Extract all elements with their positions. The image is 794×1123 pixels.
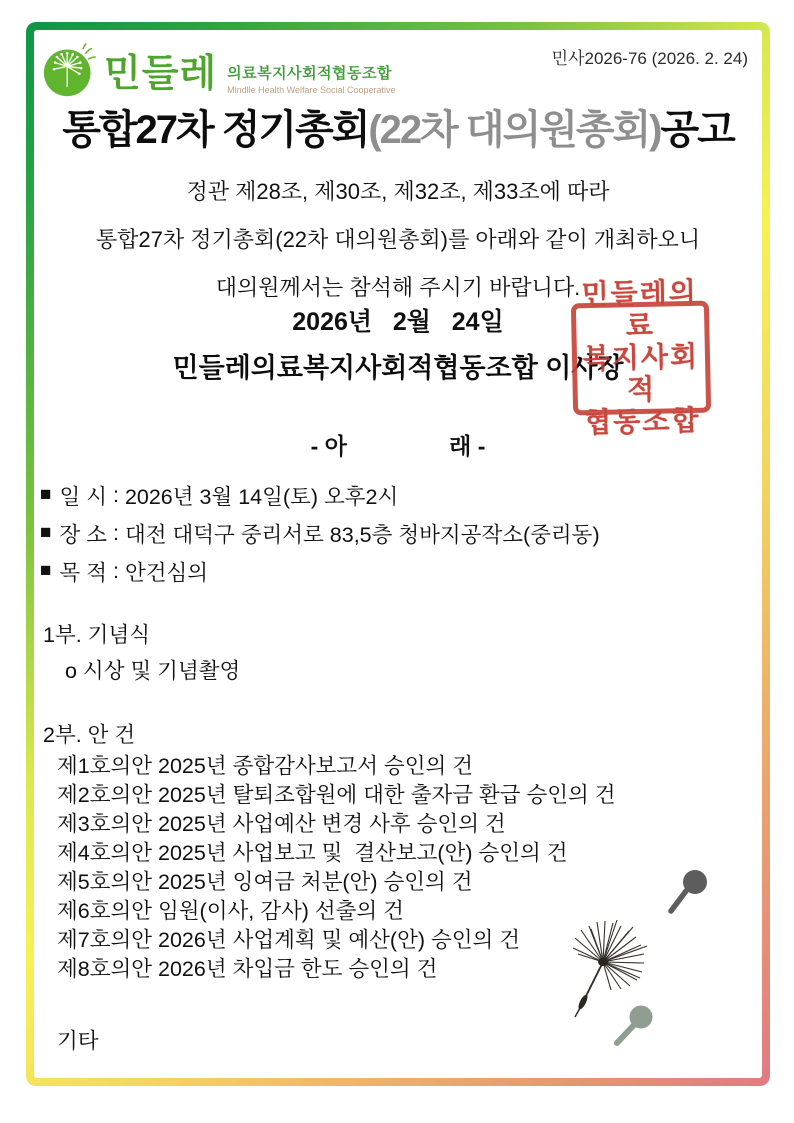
- detail-value: 2026년 3월 14일(토) 오후2시: [124, 484, 399, 509]
- logo-name: 민들레: [104, 52, 218, 95]
- detail-value: 안건심의: [124, 560, 209, 585]
- agenda-item: 제8호의안 2026년 차입금 한도 승인의 건: [57, 957, 438, 981]
- announcement-date: 2026년 2월 24일: [292, 308, 504, 336]
- intro-line: 통합27차 정기총회(22차 대의원총회)를 아래와 같이 개최하오니: [95, 227, 701, 252]
- dandelion-logo-icon: [42, 42, 98, 105]
- intro-line: 대의원께서는 참석해 주시기 바랍니다.: [215, 275, 581, 300]
- logo-subtitle-english: Mindlle Health Welfare Social Cooperative: [227, 85, 396, 95]
- square-bullet-icon: ■: [40, 484, 52, 505]
- agenda-item: 제5호의안 2025년 잉여금 처분(안) 승인의 건: [57, 870, 473, 894]
- seal-stamp: [571, 276, 711, 439]
- seal-stamp-line: 민들레의료: [581, 276, 699, 342]
- seed-pin-dark: [671, 870, 707, 911]
- seal-stamp-line: 협동조합: [583, 405, 701, 439]
- agenda-item: 제3호의안 2025년 사업예산 변경 사후 승인의 건: [57, 812, 506, 836]
- detail-label: 목 적: [59, 560, 107, 585]
- etc-label: 기타: [57, 1029, 99, 1053]
- document-reference-number: 민사2026-76 (2026. 2. 24): [551, 49, 748, 68]
- detail-value: 대전 대덕구 중리서로 83,5층 청바지공작소(중리동): [124, 522, 600, 547]
- detail-row-datetime: [40, 476, 600, 514]
- logo-subtitle-korean: 의료복지사회적협동조합: [227, 65, 393, 82]
- detail-row-purpose: [40, 552, 600, 590]
- seal-stamp-line: 복지사회적: [582, 340, 700, 406]
- meeting-details: [40, 476, 600, 590]
- below-divider-label: - 아 래 -: [310, 433, 486, 459]
- agenda-item: 제4호의안 2025년 사업보고 및 결산보고(안) 승인의 건: [57, 841, 568, 865]
- agenda-item: 제1호의안 2025년 종합감사보고서 승인의 건: [57, 754, 473, 778]
- notice-page: [34, 30, 762, 1078]
- part1-heading: 1부. 기념식: [43, 623, 150, 647]
- page-title-suffix: 공고: [660, 108, 734, 152]
- dandelion-seeds-illustration: [545, 850, 745, 1085]
- agenda-item: 제6호의안 임원(이사, 감사) 선출의 건: [57, 899, 404, 923]
- part1-item: o 시상 및 기념촬영: [65, 659, 241, 683]
- detail-separator: :: [107, 520, 125, 545]
- agenda-item: 제7호의안 2026년 사업계획 및 예산(안) 승인의 건: [57, 928, 521, 952]
- intro-line: 정관 제28조, 제30조, 제32조, 제33조에 따라: [186, 179, 610, 204]
- agenda-list: [57, 752, 616, 984]
- seed-awn: [575, 958, 608, 1017]
- detail-label: 장 소: [59, 522, 107, 547]
- logo-subtitle: [227, 62, 395, 95]
- seed-pin-sage: [617, 1006, 653, 1044]
- gradient-border-frame: [26, 22, 770, 1086]
- page-title-main: 통합27차 정기총회: [62, 108, 369, 152]
- square-bullet-icon: ■: [40, 522, 52, 543]
- square-bullet-icon: ■: [40, 560, 52, 581]
- issuer-name: 민들레의료복지사회적협동조합 이사장: [172, 353, 624, 383]
- agenda-item: 제2호의안 2025년 탈퇴조합원에 대한 출자금 환급 승인의 건: [57, 783, 616, 807]
- seed-fluffy: [573, 920, 647, 990]
- page-title-subcount: (22차 대의원총회): [368, 108, 661, 152]
- logo: [42, 42, 396, 105]
- page-title: [34, 98, 762, 155]
- detail-separator: :: [107, 482, 125, 507]
- detail-label: 일 시: [59, 484, 107, 509]
- detail-separator: :: [107, 558, 125, 583]
- part2-heading: 2부. 안 건: [43, 723, 136, 747]
- detail-row-venue: [40, 514, 600, 552]
